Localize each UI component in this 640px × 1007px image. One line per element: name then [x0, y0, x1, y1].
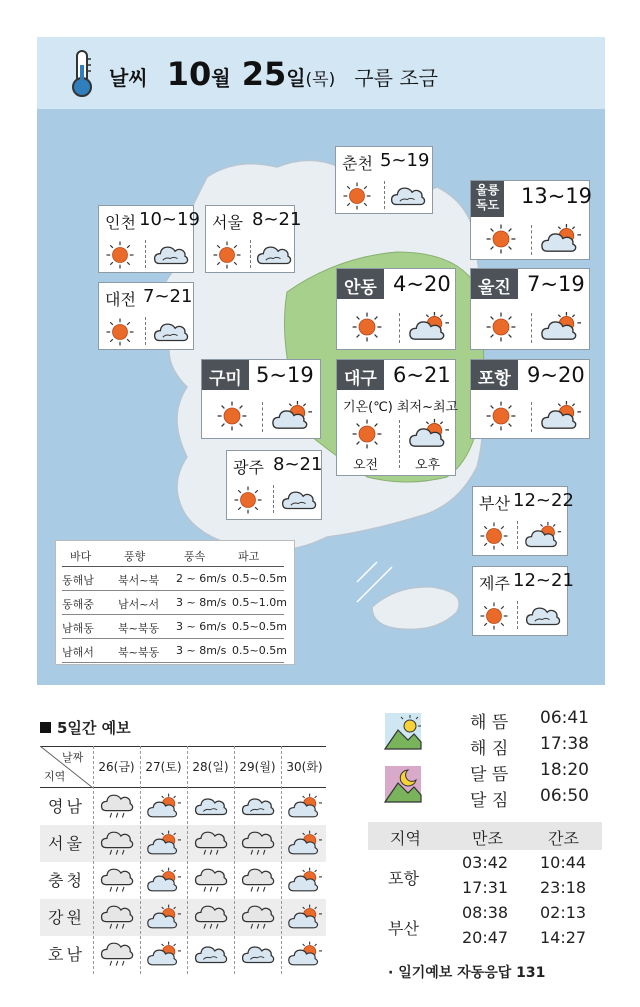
sun-cloud-icon	[147, 940, 181, 968]
forecast-row	[40, 899, 326, 936]
sun-icon	[105, 317, 135, 347]
forecast-row	[40, 825, 326, 862]
sun-cloud-icon	[541, 400, 581, 431]
cloud-rain-icon	[100, 866, 134, 894]
sea-conditions-table	[55, 540, 295, 665]
date-header: 27(토)	[145, 760, 182, 774]
sunset-label: 해 짐	[470, 739, 509, 759]
moonset-label: 달 짐	[470, 791, 509, 811]
cloud-rain-icon	[100, 829, 134, 857]
forecast-row	[40, 936, 326, 973]
sun-icon	[351, 418, 383, 450]
sea-cell: 0.5~0.5m	[232, 572, 287, 585]
tide-low: 10:44	[540, 853, 587, 872]
cloud-icon	[241, 940, 275, 968]
city-tag: 울진	[471, 269, 518, 299]
sun-cloud-icon	[409, 311, 449, 342]
sea-header: 바다	[70, 550, 92, 563]
city-card-andong	[336, 268, 456, 350]
city-name: 부산	[479, 494, 510, 513]
city-temp: 5~19	[256, 363, 314, 387]
temp-legend: 기온(℃) 최저~최고	[343, 400, 459, 415]
sea-row	[62, 615, 287, 639]
sun-cloud-icon	[288, 792, 322, 820]
forecast-title	[40, 717, 131, 738]
tide-header-high: 만조	[472, 829, 503, 848]
city-card-gwangju	[226, 450, 322, 520]
sea-row	[62, 639, 287, 663]
city-name-line2: 독도	[476, 198, 500, 212]
cloud-icon	[390, 183, 426, 208]
sun-cloud-icon	[147, 829, 181, 857]
title-day-unit: 일	[286, 66, 306, 90]
square-bullet-icon	[40, 722, 51, 733]
city-name: 제주	[479, 574, 510, 593]
city-tag	[471, 181, 504, 217]
city-name-line1: 울릉	[476, 183, 500, 197]
sun-cloud-icon	[147, 792, 181, 820]
tide-low: 14:27	[540, 928, 587, 947]
cloud-icon	[153, 319, 189, 344]
sea-cell: 0.5~1.0m	[232, 596, 287, 609]
sunset-row	[470, 734, 589, 759]
cloud-icon	[256, 242, 292, 267]
sunrise-mountain-icon	[384, 712, 422, 750]
city-tag: 구미	[202, 360, 249, 390]
sea-cell: 북~북동	[118, 622, 160, 635]
cloud-rain-icon	[100, 903, 134, 931]
city-card-incheon	[98, 205, 200, 273]
am-label: 오전	[353, 458, 379, 473]
sun-cloud-icon	[541, 223, 581, 254]
forecast-row	[40, 788, 326, 825]
city-temp: 10~19	[139, 209, 200, 230]
sea-cell: 2 ~ 6m/s	[176, 572, 227, 585]
sun-icon	[479, 521, 509, 551]
region-name: 호남	[48, 945, 85, 964]
sun-icon	[485, 400, 517, 432]
city-temp: 4~20	[393, 272, 451, 296]
title-label: 날씨	[109, 66, 148, 90]
sun-cloud-icon	[288, 940, 322, 968]
sun-cloud-icon	[288, 866, 322, 894]
tide-high: 17:31	[462, 878, 509, 897]
sun-cloud-icon	[147, 903, 181, 931]
tide-high: 08:38	[462, 903, 509, 922]
title-month: 10	[166, 55, 212, 93]
title-day: 25	[241, 55, 287, 93]
sunrise-row	[470, 708, 589, 733]
moonrise-time: 18:20	[540, 760, 589, 780]
region-name: 영남	[48, 797, 85, 816]
city-card-busan	[472, 486, 574, 556]
sea-row	[62, 591, 287, 615]
sea-cell: 동해중	[62, 598, 94, 611]
tide-high: 20:47	[462, 928, 509, 947]
sea-cell: 남해동	[62, 622, 94, 635]
cloud-rain-icon	[100, 940, 134, 968]
sea-cell: 북~북동	[118, 646, 160, 659]
moonrise-mountain-icon	[384, 765, 422, 803]
sea-cell: 3 ~ 6m/s	[176, 620, 227, 633]
title-month-unit: 월	[211, 66, 231, 90]
sun-icon	[485, 223, 517, 255]
city-card-daegu	[336, 359, 459, 476]
sea-cell: 북서~북	[118, 574, 160, 587]
cloud-icon	[241, 792, 275, 820]
forecast-row	[40, 862, 326, 899]
moonset-time: 06:50	[540, 786, 589, 806]
city-temp: 5~19	[380, 150, 430, 171]
corner-region-label: 지역	[44, 770, 66, 783]
forecast-table	[40, 746, 326, 974]
pm-label: 오후	[415, 458, 441, 473]
sea-cell: 동해남	[62, 574, 94, 587]
sun-icon	[105, 240, 135, 270]
cloud-rain-icon	[100, 792, 134, 820]
sun-cloud-icon	[541, 311, 581, 342]
tide-header	[368, 822, 602, 850]
region-name: 서울	[48, 834, 85, 853]
title-weekday: (목)	[305, 70, 336, 90]
cloud-icon	[525, 603, 561, 628]
sun-cloud-icon	[288, 829, 322, 857]
cloud-icon	[194, 940, 228, 968]
city-tag: 대구	[337, 360, 384, 390]
sun-icon	[216, 400, 248, 432]
city-name: 광주	[233, 458, 264, 477]
city-card-seoul	[205, 205, 302, 273]
city-name: 대전	[105, 290, 136, 309]
moonrise-label: 달 뜸	[470, 765, 509, 785]
sun-icon	[479, 601, 509, 631]
sun-cloud-icon	[147, 866, 181, 894]
date-header: 26(금)	[98, 760, 135, 774]
city-temp: 13~19	[521, 184, 593, 208]
cloud-icon	[194, 792, 228, 820]
sea-header: 풍속	[184, 550, 206, 563]
cloud-icon	[281, 487, 317, 512]
moonset-row	[470, 786, 589, 811]
city-temp: 9~20	[527, 363, 585, 387]
sea-cell: 남해서	[62, 646, 94, 659]
corner-date-label: 날짜	[62, 751, 84, 764]
sea-header: 풍향	[124, 550, 146, 563]
sea-cell: 3 ~ 8m/s	[176, 596, 227, 609]
title-condition: 구름 조금	[354, 66, 438, 90]
city-tag: 안동	[337, 269, 384, 299]
city-card-gumi	[201, 359, 321, 439]
city-card-uljin	[470, 268, 590, 350]
sun-cloud-icon	[409, 418, 449, 449]
sea-cell: 0.5~0.5m	[232, 620, 287, 633]
tide-region: 포항	[388, 869, 419, 888]
date-header: 28(일)	[192, 760, 229, 774]
cloud-icon	[153, 242, 189, 267]
sun-cloud-icon	[525, 521, 561, 549]
thermometer-icon	[69, 49, 95, 99]
sunset-time: 17:38	[540, 734, 589, 754]
tide-header-region: 지역	[390, 829, 421, 848]
city-temp: 7~21	[143, 286, 193, 307]
sea-cell: 3 ~ 8m/s	[176, 644, 227, 657]
sea-header-row	[62, 543, 284, 567]
tide-header-low: 간조	[548, 829, 579, 848]
tide-region: 부산	[388, 919, 419, 938]
sea-cell: 남서~서	[118, 598, 160, 611]
jeju-island-shape	[372, 587, 459, 630]
cloud-rain-icon	[241, 829, 275, 857]
sun-icon	[342, 181, 372, 211]
sun-icon	[351, 311, 383, 343]
sun-icon	[212, 240, 242, 270]
cloud-rain-icon	[194, 829, 228, 857]
city-temp: 12~21	[513, 570, 574, 591]
city-card-jeju	[472, 566, 574, 636]
ars-info: · 일기예보 자동응답 131	[388, 965, 546, 981]
date-header: 30(화)	[286, 760, 323, 774]
city-temp: 8~21	[252, 209, 302, 230]
city-name: 서울	[212, 213, 243, 232]
cloud-rain-icon	[194, 903, 228, 931]
city-temp: 8~21	[273, 454, 323, 475]
city-temp: 7~19	[527, 272, 585, 296]
city-card-daejeon	[98, 282, 194, 350]
sea-header: 파고	[238, 550, 260, 563]
tide-low: 02:13	[540, 903, 587, 922]
city-tag: 포항	[471, 360, 518, 390]
sea-row	[62, 567, 287, 591]
sunrise-label: 해 뜸	[470, 713, 509, 733]
title-bar	[37, 37, 605, 109]
city-temp: 12~22	[513, 490, 574, 511]
cloud-rain-icon	[194, 866, 228, 894]
city-card-pohang	[470, 359, 590, 439]
city-card-ulleung	[470, 180, 593, 260]
sea-cell: 0.5~0.5m	[232, 644, 287, 657]
city-name: 인천	[105, 213, 136, 232]
tide-high: 03:42	[462, 853, 509, 872]
sun-icon	[233, 485, 263, 515]
date-header: 29(월)	[239, 760, 276, 774]
cloud-rain-icon	[241, 903, 275, 931]
city-name: 춘천	[342, 154, 373, 173]
page-title	[109, 55, 438, 93]
sun-cloud-icon	[272, 400, 312, 431]
sunrise-time: 06:41	[540, 708, 589, 728]
sun-icon	[485, 311, 517, 343]
cloud-rain-icon	[241, 866, 275, 894]
sun-cloud-icon	[288, 903, 322, 931]
moonrise-row	[470, 760, 589, 785]
region-name: 강원	[48, 908, 85, 927]
region-name: 충청	[48, 871, 85, 890]
city-card-chuncheon	[335, 146, 433, 214]
city-temp: 6~21	[393, 363, 451, 387]
forecast-title-text: 5일간 예보	[57, 719, 131, 737]
tide-low: 23:18	[540, 878, 587, 897]
